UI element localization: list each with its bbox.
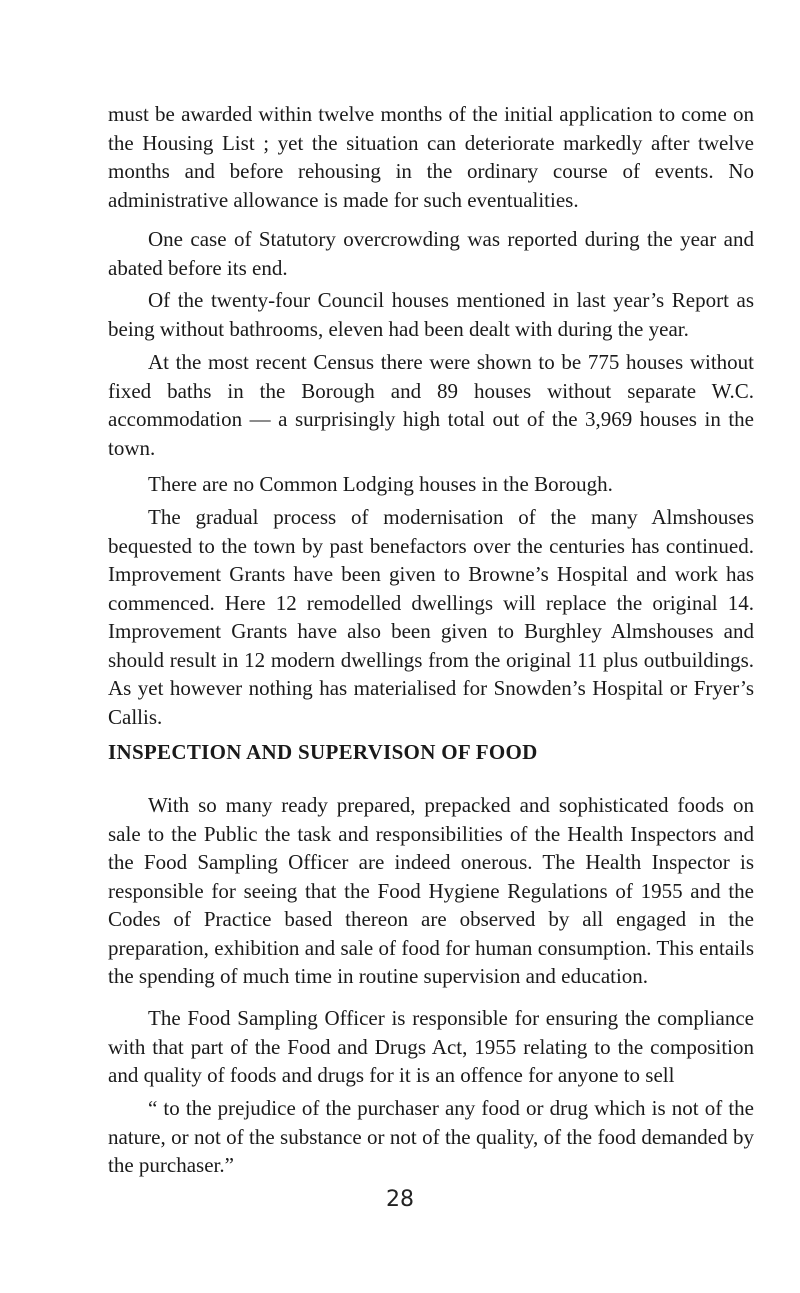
paragraph-food-sampling-officer: The Food Sampling Officer is responsible for ensuring the compliance with that part of the Food and Drugs Act, 1955 relating to the composition and quality of foods and drugs for it is an offence for anyone to sell (108, 1006, 754, 1087)
paragraph-common-lodging: There are no Common Lodging houses in the Borough. (148, 472, 613, 496)
paragraph-statutory-overcrowding: One case of Statutory overcrowding was reported during the year and abated before its end. (108, 227, 754, 280)
paragraph-census: At the most recent Census there were shown to be 775 houses without fixed baths in the Borough and 89 houses without separate W.C. accommodation — a surprisingly high total out of the 3,969 houses in the town. (108, 350, 754, 460)
paragraph-food-responsibilities: With so many ready prepared, prepacked and sophisticated foods on sale to the Public the task and responsibilities of the Health Inspectors and the Food Sampling Officer are indeed onerous. The Health Inspector is responsible for seeing that the Food Hygiene Regulations of 1955 and the Codes of Practice based thereon are observed by all engaged in the preparation, exhibition and sale of food for human consumption. This entails the spending of much time in routine supervision and education. (108, 793, 754, 988)
paragraph-council-houses: Of the twenty-four Council houses mentioned in last year’s Report as being without bathrooms, eleven had been dealt with during the year. (108, 288, 754, 341)
paragraph-housing-list: must be awarded within twelve months of the initial application to come on the Housing List ; yet the situation can deteriorate markedly after twelve months and before rehousing in the ordinary course of events. No administrative allowance is made for such eventualities. (108, 102, 754, 212)
section-heading: INSPECTION AND SUPERVISON OF FOOD (108, 740, 538, 764)
quotation-food-drugs-act: “ to the prejudice of the purchaser any food or drug which is not of the nature, or not of the substance or not of the quality, of the food demanded by the purchaser.” (108, 1096, 754, 1177)
page-number: 28 (386, 1187, 414, 1212)
paragraph-almshouses: The gradual process of modernisation of the many Almshouses bequested to the town by past benefactors over the centuries has continued. Improvement Grants have been given to Browne’s Hospital and work has commenced. Here 12 remodelled dwellings will replace the original 14. Improvement Grants have also been given to Burghley Almshouses and should result in 12 modern dwellings from the original 11 plus outbuildings. As yet however nothing has materialised for Snowden’s Hospital or Fryer’s Callis. (108, 505, 754, 729)
